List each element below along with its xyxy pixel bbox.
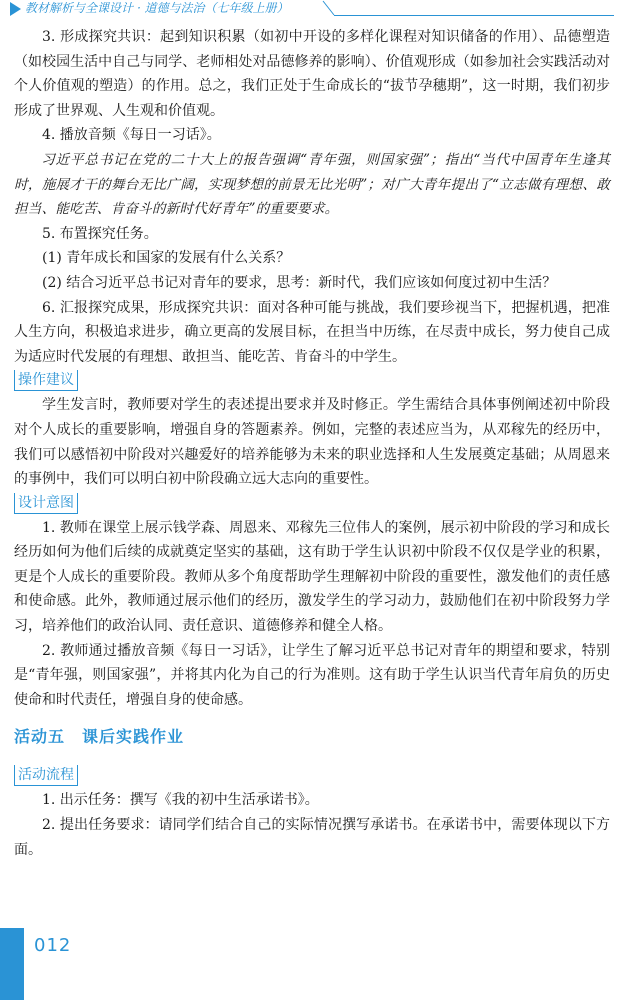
- question-1: (1) 青年成长和国家的发展有什么关系？: [42, 250, 291, 267]
- paragraph-design-2: 2. 教师通过播放音频《每日一习话》，让学生了解习近平总书记对青年的期望和要求，特别是“青年强，则国家强”，并将其内化为自己的行为准则。这有助于学生认识当代青年肩负的历史使命和时代责任，增强自身的使命感。: [14, 642, 610, 708]
- paragraph-step4: 4. 播放音频《每日一习话》。: [42, 127, 221, 144]
- section-label-ops: 操作建议: [14, 370, 78, 391]
- quote-paragraph: 习近平总书记在党的二十大上的报告强调“青年强，则国家强”；指出“当代中国青年生逢其时，施展才干的舞台无比广阔，实现梦想的前景无比光明”；对广大青年提出了“立志做有理想、敢担当、能吃苦、肯奋斗的新时代好青年”的重要要求。: [14, 151, 610, 218]
- section-label-flow: 活动流程: [14, 765, 78, 786]
- paragraph-step5: 5. 布置探究任务。: [42, 225, 158, 242]
- header-slash-icon: [322, 0, 335, 16]
- paragraph-flow-2: 2. 提出任务要求：请同学们结合自己的实际情况撰写承诺书。在承诺书中，需要体现以下方面。: [14, 817, 610, 858]
- paragraph-ops: 学生发言时，教师要对学生的表述提出要求并及时修正。学生需结合具体事例阐述初中阶段对个人成长的重要影响，增强自身的答题素养。例如，完整的表述应当为，从邓稼先的经历中，我们可以感悟初中阶段对兴趣爱好的培养能够为未来的职业选择和人生发展奠定基础；从周恩来的事例中，我们可以明白初中阶段确立远大志向的重要性。: [14, 397, 610, 488]
- page-body: [14, 25, 610, 862]
- footer-accent-bar: [0, 928, 24, 1000]
- activity-heading: 活动五 课后实践作业: [14, 727, 185, 747]
- paragraph-step3: 3. 形成探究共识：起到知识积累（如初中开设的多样化课程对知识储备的作用）、品德塑造（如校园生活中自己与同学、老师相处对品德修养的影响）、价值观形成（如参加社会实践活动对个人价值观的塑造）的作用。总之，我们正处于生命成长的“拔节孕穗期”，这一时期，我们初步形成了世界观、人生观和价值观。: [14, 29, 610, 119]
- header-rule: [334, 15, 614, 16]
- section-label-design: 设计意图: [14, 493, 78, 514]
- paragraph-flow-1: 1. 出示任务：撰写《我的初中生活承诺书》。: [42, 792, 319, 809]
- paragraph-step6: 6. 汇报探究成果，形成探究共识：面对各种可能与挑战，我们要珍视当下，把握机遇，把准人生方向，积极追求进步，确立更高的发展目标，在担当中历练，在尽责中成长，努力使自己成为适应时代发展的有理想、敢担当、能吃苦、肯奋斗的中学生。: [14, 299, 610, 365]
- header-title: 教材解析与全课设计 · 道德与法治（七年级上册）: [25, 1, 289, 15]
- triangle-marker-icon: [10, 2, 21, 16]
- running-header: [0, 0, 628, 18]
- paragraph-design-1: 1. 教师在课堂上展示钱学森、周恩来、邓稼先三位伟人的案例，展示初中阶段的学习和成长经历如何为他们后续的成就奠定坚实的基础，这有助于学生认识初中阶段不仅仅是学业的积累，更是个人成长的重要阶段。教师从多个角度帮助学生理解初中阶段的重要性，激发他们的责任感和使命感。此外，教师通过展示他们的经历，激发学生的学习动力，鼓励他们在初中阶段努力学习，培养他们的政治认同、责任意识、道德修养和健全人格。: [14, 519, 610, 635]
- question-2: (2) 结合习近平总书记对青年的要求，思考：新时代，我们应该如何度过初中生活？: [42, 274, 557, 291]
- page-number: 012: [34, 935, 72, 956]
